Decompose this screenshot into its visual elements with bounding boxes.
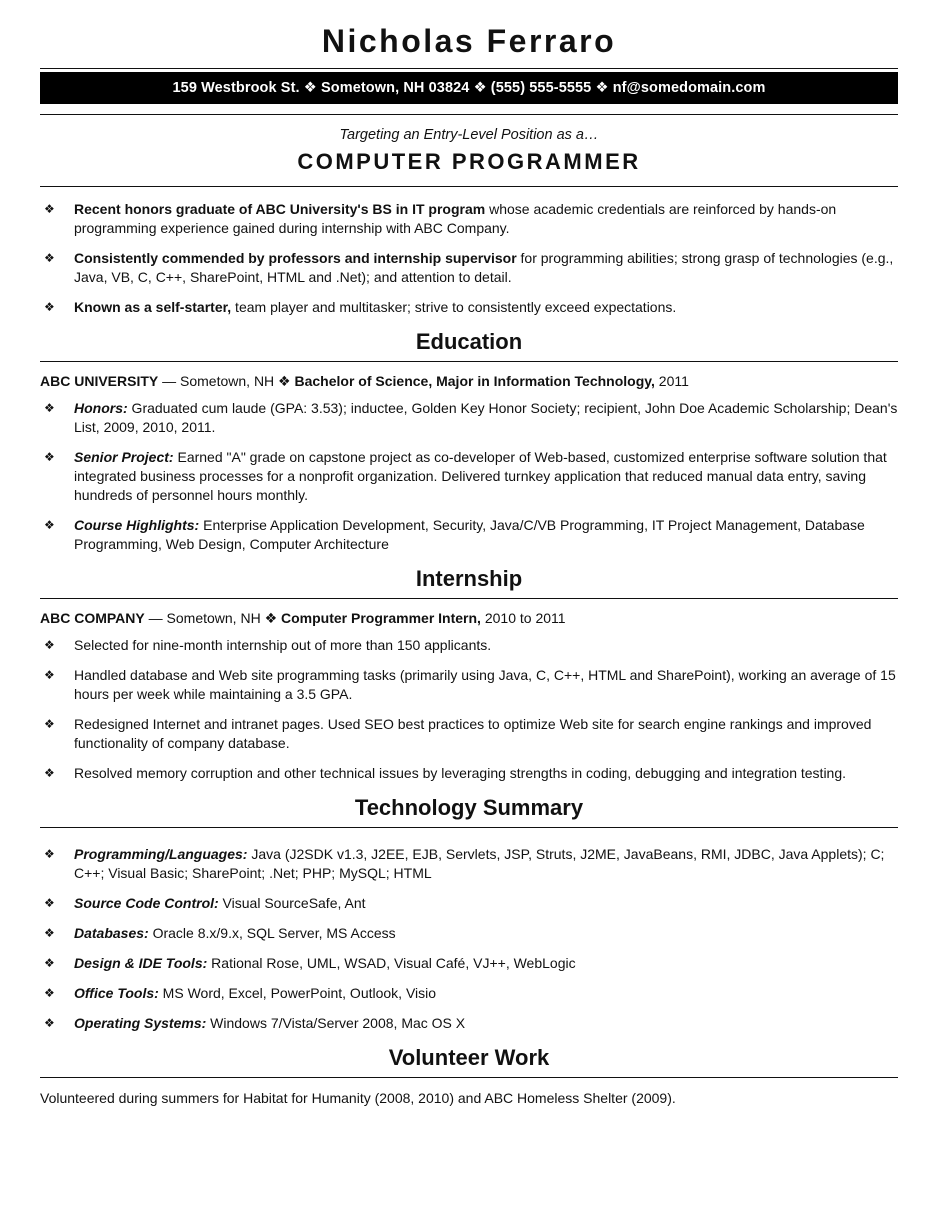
summary-list (40, 200, 898, 317)
school-name: ABC UNIVERSITY (40, 373, 159, 389)
bullet-diamond-icon: ❖ (44, 518, 55, 532)
header-divider (40, 68, 898, 69)
education-list (40, 399, 898, 554)
item-text: Java (J2SDK v1.3, J2EE, EJB, Servlets, JSP, Struts, J2ME, JavaBeans, RMI, JDBC, Java Applets); C; C++; Visual Basic; SharePoint; .Net; PHP; MySQL; HTML (74, 846, 885, 881)
item-text: Redesigned Internet and intranet pages. Used SEO best practices to optimize Web site for search engine rankings and improved functionality of company database. (74, 716, 872, 751)
section-divider (40, 827, 898, 828)
item-label: Honors: (74, 400, 128, 416)
summary-text: for programming abilities; strong grasp of technologies (e.g., Java, VB, C, C++, SharePoint, HTML and .Net); and attention to detail. (74, 250, 894, 285)
company-location: — Sometown, NH ❖ (144, 610, 282, 626)
contact-bar: 159 Westbrook St. ❖ Sometown, NH 03824 ❖ (555) 555-5555 ❖ nf@somedomain.com (40, 72, 898, 104)
item-text: Visual SourceSafe, Ant (218, 895, 366, 911)
internship-list (40, 636, 898, 783)
item-label: Course Highlights: (74, 517, 200, 533)
list-item (40, 666, 898, 704)
headline-divider (40, 186, 898, 187)
item-text: Graduated cum laude (GPA: 3.53); inductee, Golden Key Honor Society; recipient, John Doe Academic Scholarship; Dean's List, 2009, 2010, 2011. (74, 400, 898, 435)
list-item (40, 924, 898, 943)
list-item (40, 764, 898, 783)
item-text: Rational Rose, UML, WSAD, Visual Café, VJ++, WebLogic (207, 955, 576, 971)
summary-bold: Recent honors graduate of ABC University's BS in IT program (74, 201, 486, 217)
list-item (40, 894, 898, 913)
target-divider (40, 114, 898, 115)
list-item (40, 715, 898, 753)
bullet-diamond-icon: ❖ (44, 300, 55, 314)
section-divider (40, 1077, 898, 1078)
section-divider (40, 361, 898, 362)
bullet-diamond-icon: ❖ (44, 1016, 55, 1030)
list-item (40, 954, 898, 973)
item-label: Operating Systems: (74, 1015, 207, 1031)
target-line: Targeting an Entry-Level Position as a… (339, 127, 599, 143)
job-headline: COMPUTER PROGRAMMER (297, 149, 641, 174)
list-item (40, 298, 898, 317)
list-item (40, 399, 898, 437)
resume-content (40, 0, 898, 1108)
school-location: — Sometown, NH ❖ (158, 373, 295, 389)
section-title-technology: Technology Summary (354, 795, 584, 820)
technology-list (40, 845, 898, 1033)
bullet-diamond-icon: ❖ (44, 956, 55, 970)
bullet-diamond-icon: ❖ (44, 450, 55, 464)
internship-entry-header (40, 609, 898, 628)
summary-bold: Consistently commended by professors and internship supervisor (74, 250, 517, 266)
item-text: Selected for nine-month internship out of more than 150 applicants. (74, 637, 492, 653)
item-label: Design & IDE Tools: (74, 955, 208, 971)
section-title-internship: Internship (415, 566, 523, 591)
bullet-diamond-icon: ❖ (44, 926, 55, 940)
bullet-diamond-icon: ❖ (44, 401, 55, 415)
bullet-diamond-icon: ❖ (44, 202, 55, 216)
list-item (40, 984, 898, 1003)
list-item (40, 1014, 898, 1033)
bullet-diamond-icon: ❖ (44, 986, 55, 1000)
item-text: Handled database and Web site programming tasks (primarily using Java, C, C++, HTML and SharePoint), working an average of 15 hours per week while maintaining a 3.5 GPA. (74, 667, 896, 702)
item-label: Source Code Control: (74, 895, 219, 911)
degree: Bachelor of Science, Major in Information Technology, (294, 373, 655, 389)
summary-bold: Known as a self-starter, (74, 299, 232, 315)
bullet-diamond-icon: ❖ (44, 766, 55, 780)
grad-year: 2011 (654, 373, 689, 389)
education-entry-header (40, 372, 898, 391)
item-text: Resolved memory corruption and other technical issues by leveraging strengths in coding, debugging and integration testing. (74, 765, 847, 781)
item-label: Office Tools: (74, 985, 159, 1001)
list-item (40, 200, 898, 238)
company-name: ABC COMPANY (40, 610, 145, 626)
item-text: Enterprise Application Development, Security, Java/C/VB Programming, IT Project Management, Database Programming, Web Design, Computer Architecture (74, 517, 865, 552)
summary-text: whose academic credentials are reinforced by hands-on programming experience gained during internship with ABC Company. (74, 201, 837, 236)
list-item (40, 636, 898, 655)
role-dates: 2010 to 2011 (480, 610, 566, 626)
list-item (40, 249, 898, 287)
summary-text: team player and multitasker; strive to consistently exceed expectations. (231, 299, 677, 315)
item-text: MS Word, Excel, PowerPoint, Outlook, Visio (158, 985, 437, 1001)
list-item (40, 845, 898, 883)
section-title-volunteer: Volunteer Work (388, 1045, 550, 1070)
section-divider (40, 598, 898, 599)
bullet-diamond-icon: ❖ (44, 251, 55, 265)
item-label: Senior Project: (74, 449, 174, 465)
section-title-education: Education (415, 329, 523, 354)
item-text: Oracle 8.x/9.x, SQL Server, MS Access (148, 925, 396, 941)
bullet-diamond-icon: ❖ (44, 668, 55, 682)
list-item (40, 448, 898, 505)
bullet-diamond-icon: ❖ (44, 896, 55, 910)
item-text: Earned "A" grade on capstone project as co-developer of Web-based, customized enterprise software solution that integrated business processes for a nonprofit organization. Delivered turnkey application that reduced manual data entry, saving hundreds of personnel hours monthly. (74, 449, 887, 503)
list-item (40, 516, 898, 554)
bullet-diamond-icon: ❖ (44, 847, 55, 861)
item-text: Windows 7/Vista/Server 2008, Mac OS X (206, 1015, 466, 1031)
candidate-name: Nicholas Ferraro (321, 23, 617, 59)
bullet-diamond-icon: ❖ (44, 638, 55, 652)
item-label: Programming/Languages: (74, 846, 248, 862)
item-label: Databases: (74, 925, 149, 941)
role: Computer Programmer Intern, (281, 610, 481, 626)
volunteer-text: Volunteered during summers for Habitat for Humanity (2008, 2010) and ABC Homeless Shelter (2009). (40, 1090, 676, 1106)
bullet-diamond-icon: ❖ (44, 717, 55, 731)
